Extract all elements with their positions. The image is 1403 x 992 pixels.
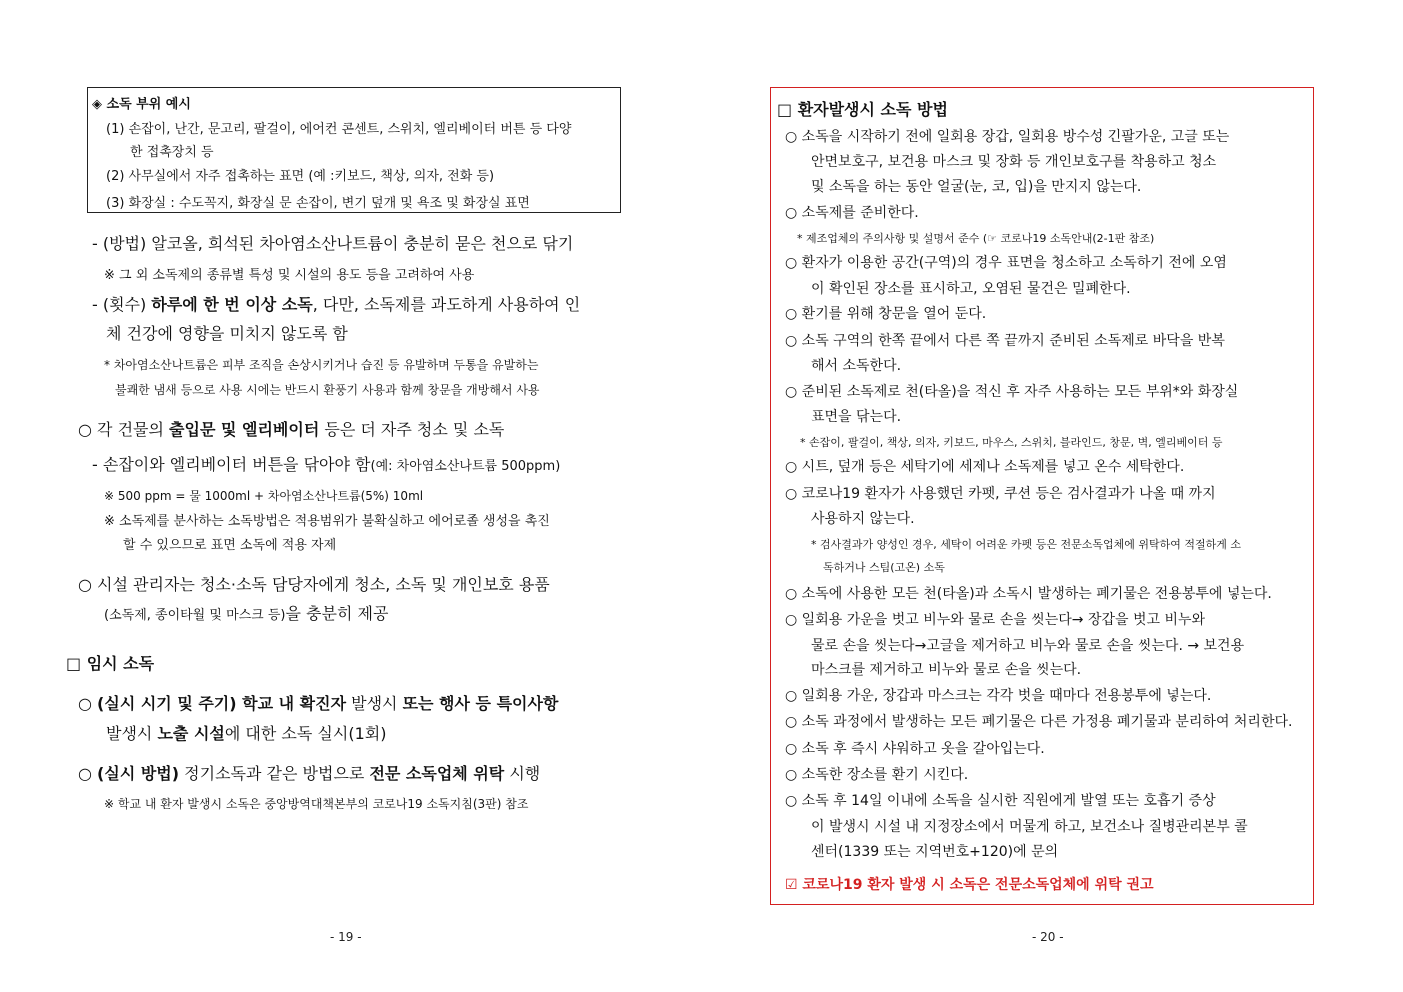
handle-note: ※ 소독제를 분사하는 소독방법은 적용범위가 불확실하고 에어로졸 생성을 촉진	[104, 514, 550, 529]
procedure-line: 표면을 닦는다.	[811, 409, 902, 425]
procedure-line: ○ 일회용 가운, 장갑과 마스크는 각각 벗을 때마다 전용봉투에 넣는다.	[785, 688, 1212, 704]
page-number-left: - 19 -	[330, 930, 362, 944]
page-number-right: - 20 -	[1032, 930, 1064, 944]
procedure-line: ○ 소독 과정에서 발생하는 모든 폐기물은 다른 가정용 폐기물과 분리하여 처리한다.	[785, 714, 1293, 730]
frequency-line: - (횟수) 하루에 한 번 이상 소독, 다만, 소독제를 과도하게 사용하여 인	[92, 295, 581, 314]
method-line: - (방법) 알코올, 희석된 차아염소산나트륨이 충분히 묻은 천으로 닦기	[92, 234, 574, 253]
procedure-line: ○ 소독한 장소를 환기 시킨다.	[785, 767, 969, 783]
procedure-line: 해서 소독한다.	[811, 358, 902, 374]
temporary-method-line: ○ (실시 방법) 정기소독과 같은 방법으로 전문 소독업체 위탁 시행	[78, 764, 541, 783]
procedure-line: 및 소독을 하는 동안 얼굴(눈, 코, 입)을 만지지 않는다.	[811, 179, 1142, 195]
procedure-line: ○ 소독 후 14일 이내에 소독을 실시한 직원에게 발열 또는 호흡기 증상	[785, 793, 1216, 809]
frequency-line-2: 체 건강에 영향을 미치지 않도록 함	[106, 324, 348, 343]
handle-line: - 손잡이와 엘리베이터 버튼을 닦아야 함(예: 차아염소산나트륨 500ppm)	[92, 455, 561, 474]
procedure-line: ○ 소독제를 준비한다.	[785, 205, 919, 221]
examples-item: (3) 화장실 : 수도꼭지, 화장실 문 손잡이, 변기 덮개 및 욕조 및 화장실 표면	[106, 196, 530, 211]
procedure-line: 이 발생시 시설 내 지정장소에서 머물게 하고, 보건소나 질병관리본부 콜	[811, 819, 1248, 835]
frequency-note: * 차아염소산나트륨은 피부 조직을 손상시키거나 습진 등 유발하며 두통을 유발하는	[104, 358, 539, 372]
procedure-line: ○ 시트, 덮개 등은 세탁기에 세제나 소독제를 넣고 온수 세탁한다.	[785, 459, 1185, 475]
procedure-line: ○ 환기를 위해 창문을 열어 둔다.	[785, 306, 987, 322]
procedure-line: ○ 준비된 소독제로 천(타올)을 적신 후 자주 사용하는 모든 부위*와 화장실	[785, 384, 1239, 400]
temporary-timing-line-2: 발생시 노출 시설에 대한 소독 실시(1회)	[106, 724, 387, 743]
procedure-line: 독하거나 스팀(고온) 소독	[823, 561, 945, 574]
manager-line-2: (소독제, 종이타월 및 마스크 등)을 충분히 제공	[104, 604, 389, 623]
procedure-line: ○ 소독 구역의 한쪽 끝에서 다른 쪽 끝까지 준비된 소독제로 바닥을 반복	[785, 333, 1225, 349]
method-note: ※ 그 외 소독제의 종류별 특성 및 시설의 용도 등을 고려하여 사용	[104, 268, 475, 283]
handle-note: ※ 500 ppm = 물 1000ml + 차아염소산나트륨(5%) 10ml	[104, 489, 424, 503]
procedure-line: 이 확인된 장소를 표시하고, 오염된 물건은 밀폐한다.	[811, 281, 1131, 297]
procedure-line: ○ 소독 후 즉시 샤워하고 옷을 갈아입는다.	[785, 741, 1045, 757]
examples-title: ◈ 소독 부위 예시	[92, 97, 191, 112]
temporary-note: ※ 학교 내 환자 발생시 소독은 중앙방역대책본부의 코로나19 소독지침(3판) 참조	[104, 797, 529, 811]
procedure-line: * 제조업체의 주의사항 및 설명서 준수 (☞ 코로나19 소독안내(2-1판 참조)	[797, 232, 1155, 245]
building-line: ○ 각 건물의 출입문 및 엘리베이터 등은 더 자주 청소 및 소독	[78, 420, 505, 439]
procedure-line: ○ 소독을 시작하기 전에 일회용 장갑, 일회용 방수성 긴팔가운, 고글 또는	[785, 129, 1230, 145]
procedure-line: 안면보호구, 보건용 마스크 및 장화 등 개인보호구를 착용하고 청소	[811, 154, 1217, 170]
manager-line: ○ 시설 관리자는 청소·소독 담당자에게 청소, 소독 및 개인보호 용품	[78, 575, 550, 594]
procedure-line: 마스크를 제거하고 비누와 물로 손을 씻는다.	[811, 662, 1082, 678]
temporary-timing-line: ○ (실시 시기 및 주기) 학교 내 확진자 발생시 또는 행사 등 특이사항	[78, 694, 559, 713]
temporary-disinfection-heading: □ 임시 소독	[66, 654, 155, 673]
examples-item: (2) 사무실에서 자주 접촉하는 표면 (예 :키보드, 책상, 의자, 전화 등)	[106, 169, 495, 184]
procedure-line: ○ 소독에 사용한 모든 천(타올)과 소독시 발생하는 폐기물은 전용봉투에 넣는다.	[785, 586, 1272, 602]
procedure-line: * 검사결과가 양성인 경우, 세탁이 어려운 카펫 등은 전문소독업체에 위탁하여 적절하게 소	[811, 538, 1241, 551]
procedure-line: ○ 환자가 이용한 공간(구역)의 경우 표면을 청소하고 소독하기 전에 오염	[785, 255, 1227, 271]
frequency-note: 불쾌한 냄새 등으로 사용 시에는 반드시 환풍기 사용과 함께 창문을 개방해서 사용	[115, 383, 540, 397]
procedure-line: ○ 일회용 가운을 벗고 비누와 물로 손을 씻는다→ 장갑을 벗고 비누와	[785, 612, 1206, 628]
recommendation-line: ☑ 코로나19 환자 발생 시 소독은 전문소독업체에 위탁 권고	[785, 877, 1154, 893]
examples-item: (1) 손잡이, 난간, 문고리, 팔걸이, 에어컨 콘센트, 스위치, 엘리베이터 버튼 등 다양	[106, 122, 572, 137]
procedure-line: * 손잡이, 팔걸이, 책상, 의자, 키보드, 마우스, 스위치, 블라인드, 창문, 벽, 엘리베이터 등	[800, 436, 1223, 449]
procedure-line: 물로 손을 씻는다→고글을 제거하고 비누와 물로 손을 씻는다. → 보건용	[811, 638, 1245, 654]
procedure-line: 센터(1339 또는 지역번호+120)에 문의	[811, 844, 1059, 860]
procedure-line: 사용하지 않는다.	[811, 511, 915, 527]
handle-note: 할 수 있으므로 표면 소독에 적용 자제	[123, 538, 337, 553]
procedure-line: ○ 코로나19 환자가 사용했던 카펫, 쿠션 등은 검사결과가 나올 때 까지	[785, 486, 1216, 502]
patient-disinfection-heading: □ 환자발생시 소독 방법	[777, 100, 948, 119]
examples-item: 한 접촉장치 등	[130, 145, 214, 160]
